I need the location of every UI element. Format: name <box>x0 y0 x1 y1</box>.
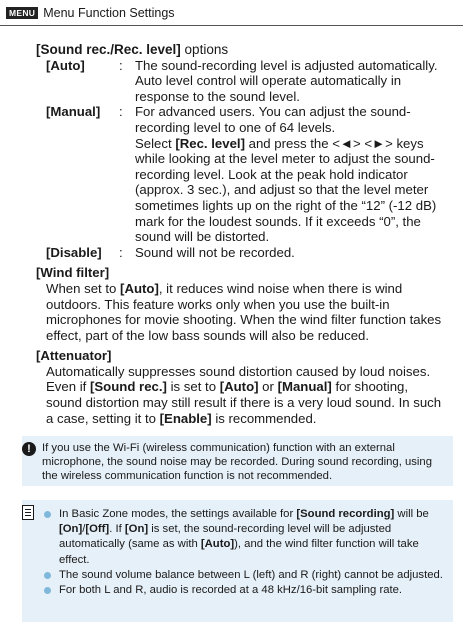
manual-select-text: Select <box>135 135 176 151</box>
option-auto-label <box>46 58 119 105</box>
option-manual-label <box>46 104 119 244</box>
memo-1-bold-5: [Auto] <box>200 538 235 551</box>
memo-1-text-2: will be <box>394 508 429 520</box>
memo-3-text: For both L and R, audio is recorded at a 48 kHz/16-bit sampling rate. <box>59 584 403 597</box>
caution-text: If you use the Wi-Fi (wireless communication) function with an external microphone, the sound noise may be recorded. During sound recording, using the wireless communication function is not recommended. <box>42 442 432 483</box>
menu-icon: MENU <box>6 7 38 19</box>
attenuator-bold-1: [Sound rec.] <box>89 379 167 395</box>
sound-rec-heading <box>36 42 446 58</box>
memo-1-text-3: / <box>82 523 86 536</box>
sound-rec-heading-rest: options <box>180 42 229 57</box>
caution-box <box>22 436 453 486</box>
bullet-icon <box>44 587 51 594</box>
memo-1-bold-3: [Off] <box>85 523 110 536</box>
bullet-icon <box>44 572 51 579</box>
attenuator-body <box>46 364 446 426</box>
attenuator-title-text: [Attenuator] <box>36 348 112 364</box>
memo-box <box>22 500 453 622</box>
option-colon: : <box>119 104 123 120</box>
option-manual-desc-1: For advanced users. You can adjust the sound-recording level to one of 64 levels. <box>135 104 411 135</box>
option-manual <box>46 104 446 244</box>
manual-rec-level-bold: [Rec. level] <box>175 135 245 151</box>
main-content <box>36 42 446 426</box>
memo-item <box>44 583 446 598</box>
option-auto-desc: The sound-recording level is adjusted automatically. Auto level control will operate automatically in response to the sound level. <box>135 57 438 104</box>
wind-filter-text-1: When set to <box>46 280 121 296</box>
wind-filter-auto-bold: [Auto] <box>120 280 159 296</box>
wind-filter-body <box>46 281 446 343</box>
attenuator-text-5: is recommended. <box>211 410 317 426</box>
bullet-icon <box>44 511 51 518</box>
wind-filter-text-2: , it reduces wind noise when there is wind outdoors. This feature works only when you use the built-in microphones for movie shooting. When the wind filter function takes effect, part of the low bass sounds will also be reduced. <box>46 280 442 343</box>
option-manual-desc-2 <box>135 136 446 245</box>
option-auto <box>46 58 446 105</box>
page-title: Menu Function Settings <box>43 6 175 20</box>
attenuator-bold-3: [Manual] <box>277 379 332 395</box>
attenuator-text-3: or <box>258 379 278 395</box>
attenuator-bold-4: [Enable] <box>159 410 212 426</box>
attenuator-text-2: is set to <box>166 379 220 395</box>
option-disable-label <box>46 245 119 261</box>
memo-item <box>44 507 446 568</box>
option-disable <box>46 245 446 261</box>
attenuator-text-4: for shooting, sound distortion may still result if there is a very loud sound. In such a case, setting it to <box>46 379 442 426</box>
memo-1-text-6: ), and the wind filter function will take effect. <box>59 538 419 566</box>
memo-2-text: The sound volume balance between L (left) and R (right) cannot be adjusted. <box>59 568 443 581</box>
caution-icon: ! <box>22 442 36 456</box>
option-manual-label-text: [Manual] <box>46 104 101 120</box>
attenuator-bold-2: [Auto] <box>219 379 259 395</box>
memo-1-bold-2: [On] <box>59 523 83 536</box>
option-auto-label-text: [Auto] <box>46 57 85 73</box>
attenuator-text-1: Automatically suppresses sound distortion caused by loud noises. Even if <box>46 363 431 395</box>
memo-1-text-5: is set, the sound-recording level will be adjusted automatically (same as with <box>59 523 392 551</box>
memo-1-text-4: . If <box>109 523 125 536</box>
option-disable-label-text: [Disable] <box>46 244 102 260</box>
memo-1-text-1: In Basic Zone modes, the settings available for <box>59 508 297 520</box>
memo-list <box>44 507 446 598</box>
option-disable-desc: Sound will not be recorded. <box>135 244 295 260</box>
wind-filter-title <box>36 265 446 281</box>
option-colon: : <box>119 244 123 260</box>
memo-item <box>44 568 446 583</box>
page-header <box>6 5 175 21</box>
option-manual-desc <box>135 104 446 244</box>
wind-filter-title-text: [Wind filter] <box>36 265 110 281</box>
memo-1-bold-1: [Sound recording] <box>296 508 395 520</box>
option-colon: : <box>119 57 123 73</box>
memo-1-bold-4: [On] <box>124 523 149 536</box>
attenuator-title <box>36 348 446 364</box>
sound-rec-heading-bold: [Sound rec./Rec. level] <box>36 42 181 57</box>
header-divider <box>0 25 463 26</box>
memo-icon <box>22 505 34 520</box>
manual-instructions-text: and press the <◄> <►> keys while looking at the level meter to adjust the sound-recording level. Look at the peak hold indicator (approx. 3 sec.), and adjust so that the level meter sometimes lights up on the right of the “12” (-12 dB) mark for the loudest sounds. If it exceeds “0”, the sound will be distorted. <box>135 135 437 245</box>
